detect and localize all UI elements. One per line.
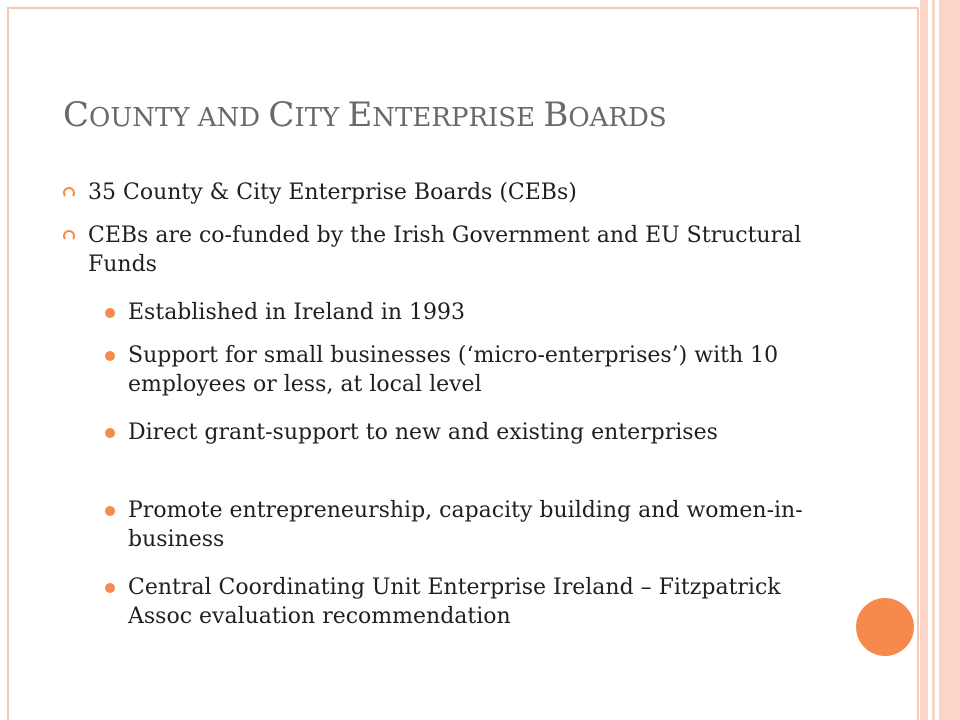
bullet-item bbox=[88, 178, 848, 207]
decor-stripe bbox=[920, 0, 928, 720]
ring-bullet-icon bbox=[63, 229, 75, 241]
dot-bullet-icon bbox=[105, 506, 115, 516]
sub-bullet-text: Direct grant-support to new and existing enterprises bbox=[128, 420, 718, 445]
bullet-text: 35 County & City Enterprise Boards (CEBs) bbox=[88, 180, 577, 205]
decor-stripe bbox=[939, 0, 960, 720]
title-initial: C bbox=[63, 95, 90, 135]
title-initial: E bbox=[347, 95, 373, 135]
title-text: OUNTY bbox=[89, 103, 198, 133]
dot-bullet-icon bbox=[105, 583, 115, 593]
title-text: ITY bbox=[294, 103, 348, 133]
dot-bullet-icon bbox=[105, 428, 115, 438]
sub-bullet-item bbox=[128, 573, 848, 631]
sub-bullet-item bbox=[128, 496, 848, 554]
sub-bullet-text: Support for small businesses (‘micro-enterprises’) with 10 employees or less, at local level bbox=[128, 343, 779, 397]
title-initial: C bbox=[268, 95, 295, 135]
accent-circle bbox=[856, 598, 914, 656]
title-text: NTERPRISE bbox=[372, 103, 544, 133]
title-text: AND bbox=[197, 103, 269, 133]
ring-bullet-icon bbox=[63, 186, 75, 198]
sub-bullet-text: Promote entrepreneurship, capacity building and women-in-business bbox=[128, 498, 803, 552]
title-text: OARDS bbox=[568, 103, 667, 133]
sub-bullet-item bbox=[128, 418, 848, 447]
bullet-item bbox=[88, 221, 848, 279]
title-initial: B bbox=[543, 95, 569, 135]
dot-bullet-icon bbox=[105, 308, 115, 318]
sub-bullet-item bbox=[128, 298, 848, 327]
bullet-text: CEBs are co-funded by the Irish Government and EU Structural Funds bbox=[88, 223, 802, 277]
sub-bullet-item bbox=[128, 341, 848, 399]
dot-bullet-icon bbox=[105, 351, 115, 361]
sub-bullet-text: Established in Ireland in 1993 bbox=[128, 300, 466, 325]
sub-bullet-text: Central Coordinating Unit Enterprise Ireland – Fitzpatrick Assoc evaluation recommendation bbox=[128, 575, 781, 629]
slide-title bbox=[63, 95, 667, 135]
